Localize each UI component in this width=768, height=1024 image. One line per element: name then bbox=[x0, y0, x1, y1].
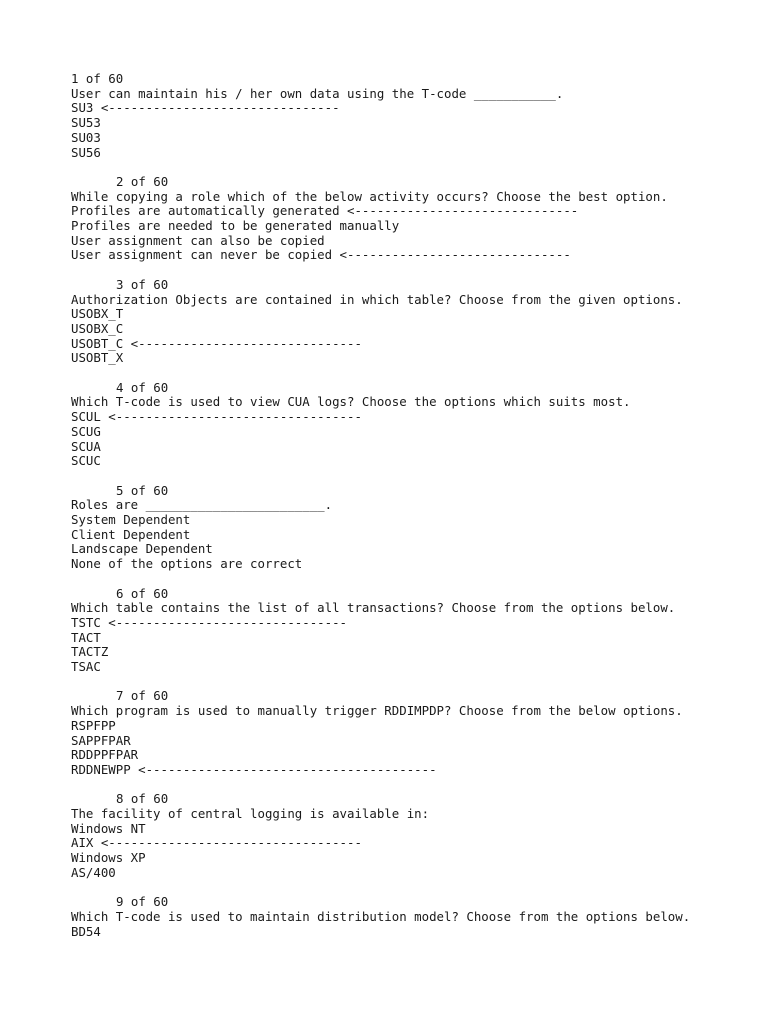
question-block bbox=[71, 175, 768, 263]
answer-option: Windows XP bbox=[71, 850, 146, 866]
answer-option: Client Dependent bbox=[71, 526, 191, 542]
document-page bbox=[71, 72, 768, 939]
answer-option: AIX <---------------------------------- bbox=[71, 835, 362, 851]
answer-option: Windows NT bbox=[71, 820, 146, 836]
question-text: Which program is used to manually trigger RDDIMPDP? Choose from the below options. bbox=[71, 703, 683, 719]
answer-option: None of the options are correct bbox=[71, 556, 303, 572]
question-text: While copying a role which of the below activity occurs? Choose the best option. bbox=[71, 188, 668, 204]
question-block bbox=[71, 895, 768, 939]
answer-option: SU53 bbox=[71, 115, 101, 131]
question-number: 3 of 60 bbox=[116, 276, 169, 292]
question-block bbox=[71, 278, 768, 366]
answer-option: Profiles are automatically generated <------------------------------ bbox=[71, 203, 579, 219]
question-text: Which T-code is used to maintain distribution model? Choose from the options below. bbox=[71, 908, 691, 924]
answer-option: AS/400 bbox=[71, 864, 116, 880]
question-number: 9 of 60 bbox=[116, 894, 169, 910]
question-text: Which table contains the list of all transactions? Choose from the options below. bbox=[71, 600, 676, 616]
question-number: 8 of 60 bbox=[116, 791, 169, 807]
question-text: Which T-code is used to view CUA logs? Choose the options which suits most. bbox=[71, 394, 631, 410]
answer-option: SCUA bbox=[71, 438, 101, 454]
answer-option: SAPPFPAR bbox=[71, 732, 131, 748]
answer-option: RSPFPP bbox=[71, 717, 116, 733]
answer-option: Profiles are needed to be generated manually bbox=[71, 218, 400, 234]
answer-option: USOBX_C bbox=[71, 320, 124, 336]
answer-option: Landscape Dependent bbox=[71, 541, 213, 557]
answer-option: TSAC bbox=[71, 659, 101, 675]
question-number: 6 of 60 bbox=[116, 585, 169, 601]
question-number: 7 of 60 bbox=[116, 688, 169, 704]
answer-option: SCUG bbox=[71, 423, 101, 439]
question-number: 1 of 60 bbox=[71, 71, 124, 86]
answer-option: SU56 bbox=[71, 144, 101, 160]
answer-option: SU3 <------------------------------- bbox=[71, 100, 340, 116]
question-number: 2 of 60 bbox=[116, 173, 169, 189]
question-block bbox=[71, 689, 768, 777]
answer-option: SCUC bbox=[71, 453, 101, 469]
question-text: User can maintain his / her own data using the T-code ___________. bbox=[71, 85, 564, 101]
answer-option: System Dependent bbox=[71, 512, 191, 528]
answer-option: TSTC <------------------------------- bbox=[71, 614, 348, 630]
question-block bbox=[71, 484, 768, 572]
question-block bbox=[71, 381, 768, 469]
question-text: The facility of central logging is available in: bbox=[71, 806, 430, 822]
answer-option: TACT bbox=[71, 629, 101, 645]
answer-option: USOBT_X bbox=[71, 350, 124, 366]
question-text: Authorization Objects are contained in which table? Choose from the given options. bbox=[71, 291, 683, 307]
question-block bbox=[71, 72, 768, 160]
answer-option: User assignment can never be copied <------------------------------ bbox=[71, 247, 571, 263]
answer-option: USOBX_T bbox=[71, 306, 124, 322]
answer-option: USOBT_C <------------------------------ bbox=[71, 335, 362, 351]
question-number: 4 of 60 bbox=[116, 379, 169, 395]
answer-option: RDDPPFPAR bbox=[71, 747, 139, 763]
question-block bbox=[71, 792, 768, 880]
answer-option: User assignment can also be copied bbox=[71, 232, 325, 248]
answer-option: SCUL <--------------------------------- bbox=[71, 409, 362, 425]
question-text: Roles are ________________________. bbox=[71, 497, 333, 513]
answer-option: RDDNEWPP <--------------------------------------- bbox=[71, 761, 437, 777]
answer-option: SU03 bbox=[71, 129, 101, 145]
question-block bbox=[71, 587, 768, 675]
answer-option: BD54 bbox=[71, 923, 101, 939]
question-number: 5 of 60 bbox=[116, 482, 169, 498]
answer-option: TACTZ bbox=[71, 644, 109, 660]
